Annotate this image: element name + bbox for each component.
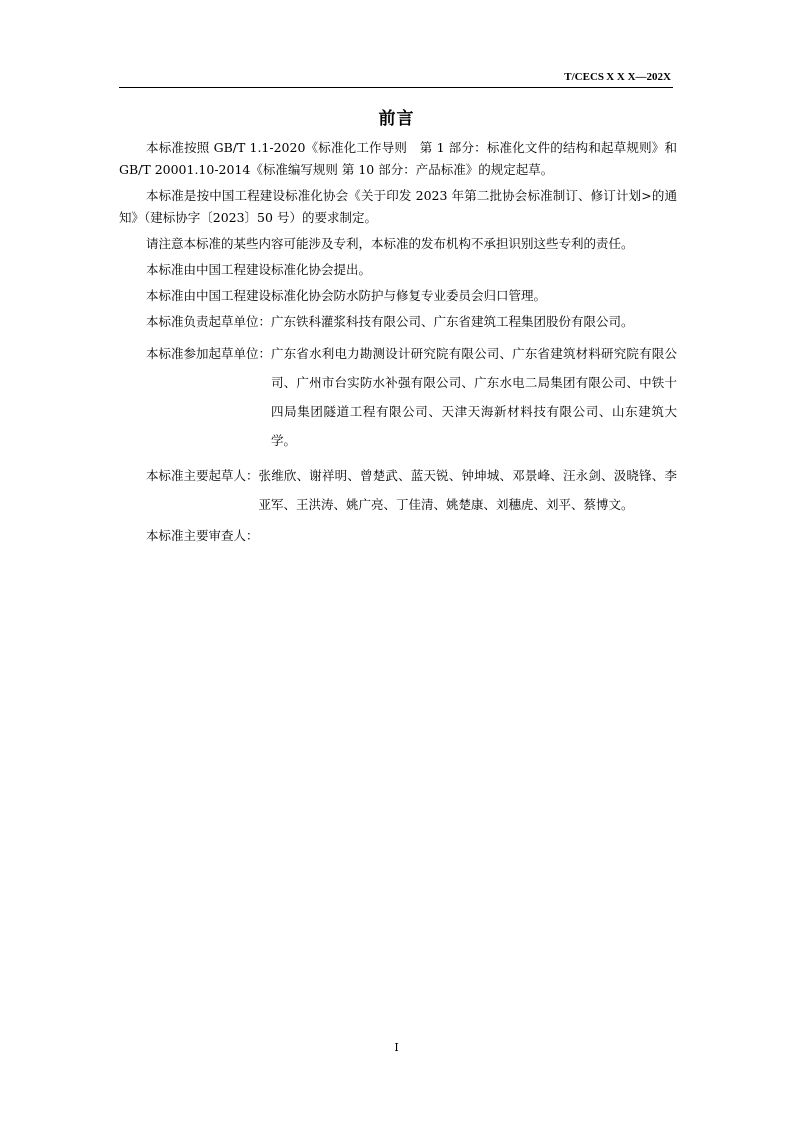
participating-units [119,339,677,455]
main-drafters-label: 本标准主要起草人： [146,468,259,483]
main-drafters [119,461,677,519]
foreword-body [119,137,677,550]
participating-units-label: 本标准参加起草单位： [146,346,272,361]
paragraph-drafting-rules: 本标准按照 GB/T 1.1-2020《标准化工作导则 第 1 部分：标准化文件的结构和起草规则》和 GB/T 20001.10-2014《标准编写规则 第 10 部分：产品标准》的规定起草。 [119,140,677,177]
main-reviewers-label: 本标准主要审查人： [146,528,259,543]
header-divider [119,87,673,88]
main-reviewers [119,521,677,550]
page-number: I [394,1041,399,1054]
participating-units-list: 广东省水利电力勘测设计研究院有限公司、广东省建筑材料研究院有限公司、广州市台实防水补强有限公司、广东水电二局集团有限公司、中铁十四局集团隧道工程有限公司、天津天海新材料技有限公司、山东建筑大学。 [271,346,677,448]
paragraph-administrator: 本标准由中国工程建设标准化协会防水防护与修复专业委员会归口管理。 [146,288,547,303]
main-drafters-list: 张维欣、谢祥明、曾楚武、蓝天锐、钟坤城、邓景峰、汪永剑、汲晓锋、李亚军、王洪涛、姚广亮、丁佳清、姚楚康、刘穗虎、刘平、蔡博文。 [258,468,677,512]
paragraph-proposer: 本标准由中国工程建设标准化协会提出。 [146,262,372,277]
page-title: 前言 [378,109,415,129]
main-reviewers-list [259,521,677,550]
paragraph-lead-units: 本标准负责起草单位：广东铁科灌浆科技有限公司、广东省建筑工程集团股份有限公司。 [146,314,634,329]
paragraph-patent-notice: 请注意本标准的某些内容可能涉及专利，本标准的发布机构不承担识别这些专利的责任。 [146,236,634,251]
standard-code: T/CECS X X X—202X [564,71,671,83]
paragraph-plan-basis: 本标准是按中国工程建设标准化协会《关于印发 2023 年第二批协会标准制订、修订计划>的通知》（建标协字〔2023〕50 号）的要求制定。 [119,188,677,225]
